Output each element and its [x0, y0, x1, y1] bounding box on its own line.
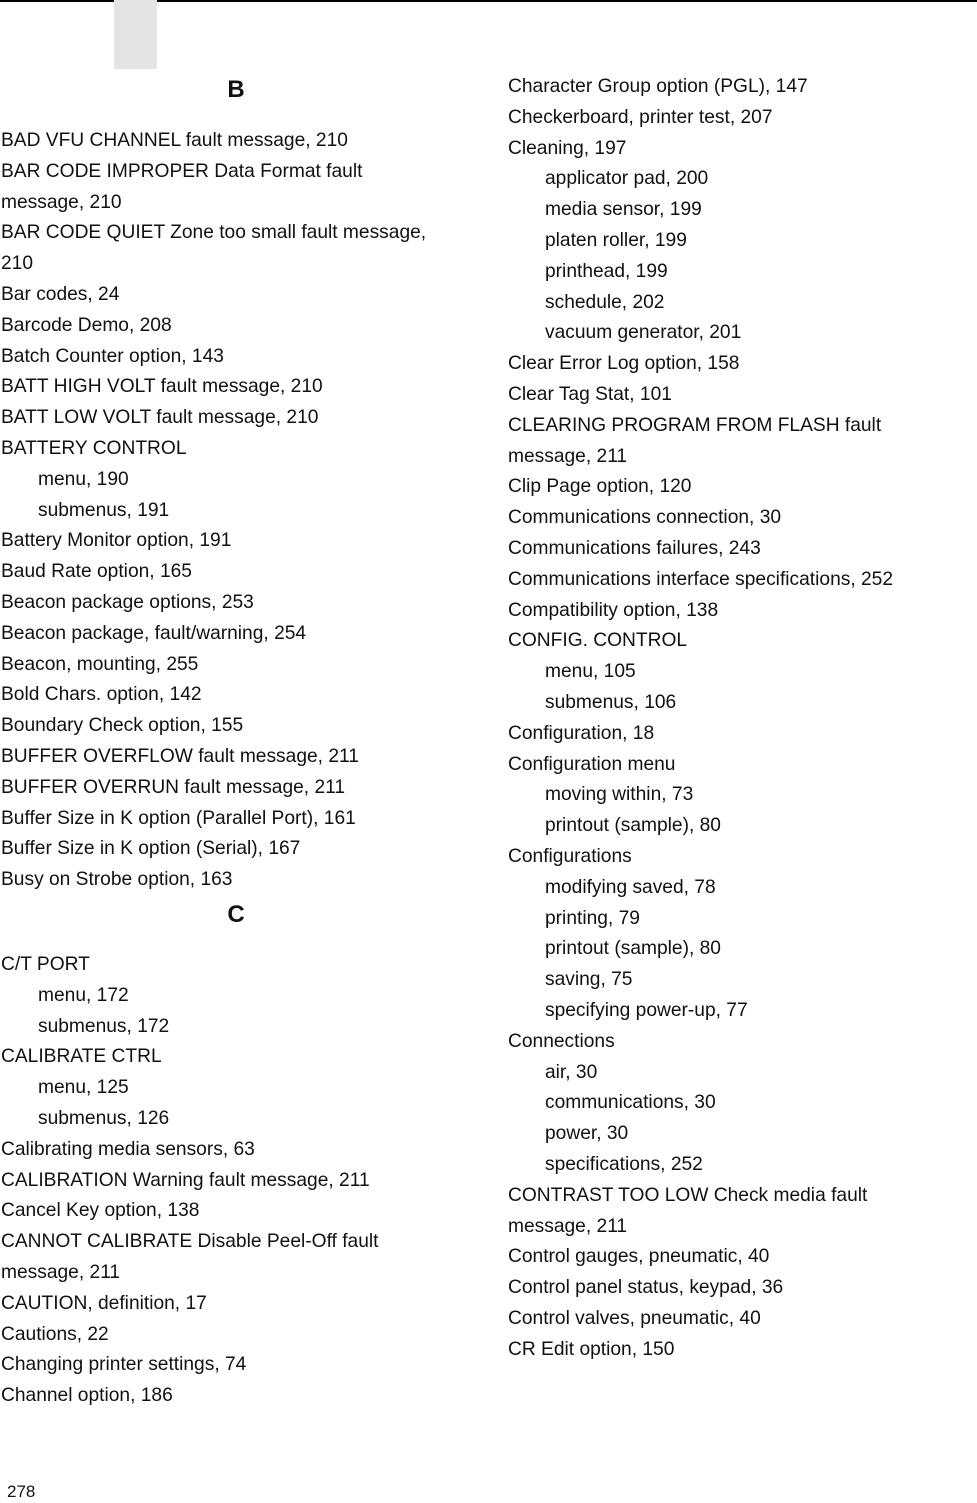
index-subentry: printing, 79	[545, 907, 640, 929]
index-entry: Communications connection, 30	[508, 507, 782, 529]
index-entry: Battery Monitor option, 191	[1, 530, 232, 552]
index-entry: Barcode Demo, 208	[1, 314, 172, 336]
index-entry: Busy on Strobe option, 163	[1, 869, 233, 891]
index-subentry: platen roller, 199	[545, 230, 687, 251]
index-entry: CONFIG. CONTROL	[508, 630, 688, 652]
index-entry: Checkerboard, printer test, 207	[508, 106, 773, 128]
index-entry: Control panel status, keypad, 36	[508, 1277, 784, 1299]
index-entry: Cleaning, 197	[508, 137, 627, 159]
index-subentry: schedule, 202	[545, 291, 665, 313]
index-subentry: menu, 105	[545, 661, 636, 683]
index-entry: Batch Counter option, 143	[1, 345, 224, 367]
index-entry: CANNOT CALIBRATE Disable Peel-Off fault	[1, 1231, 379, 1253]
index-subentry: printout (sample), 80	[545, 815, 721, 837]
index-entry: Beacon package, fault/warning, 254	[1, 622, 307, 644]
index-entry: Clip Page option, 120	[508, 476, 692, 498]
index-entry: BAR CODE IMPROPER Data Format fault	[1, 160, 363, 182]
index-entry: CAUTION, definition, 17	[1, 1292, 207, 1314]
index-subentry: menu, 190	[38, 468, 129, 490]
index-subentry: menu, 125	[38, 1077, 129, 1099]
index-entry: BAD VFU CHANNEL fault message, 210	[1, 130, 348, 151]
index-entry: CALIBRATION Warning fault message, 211	[1, 1169, 370, 1191]
index-entry: CONTRAST TOO LOW Check media fault	[508, 1184, 868, 1206]
index-entry: Control gauges, pneumatic, 40	[508, 1246, 770, 1268]
thumb-tab	[114, 0, 157, 69]
index-entry: Channel option, 186	[1, 1385, 173, 1407]
index-subentry: moving within, 73	[545, 784, 694, 806]
index-entry: Communications interface specifications, 252	[508, 568, 894, 590]
index-entry: Beacon, mounting, 255	[1, 653, 199, 675]
index-entry: Changing printer settings, 74	[1, 1354, 247, 1376]
index-subentry: printout (sample), 80	[545, 938, 721, 960]
index-entry: Buffer Size in K option (Parallel Port), 161	[1, 807, 356, 829]
index-subentry: saving, 75	[545, 969, 633, 991]
index-subentry: submenus, 172	[38, 1015, 170, 1037]
index-entry: Connections	[508, 1030, 615, 1052]
index-entry: BATT LOW VOLT fault message, 210	[1, 407, 319, 429]
index-entry: message, 211	[508, 1215, 628, 1237]
index-entry: BATT HIGH VOLT fault message, 210	[1, 376, 323, 398]
index-subentry: menu, 172	[38, 984, 129, 1006]
index-entry: BUFFER OVERRUN fault message, 211	[1, 776, 346, 798]
index-subentry: applicator pad, 200	[545, 168, 709, 190]
index-entry: Compatibility option, 138	[508, 599, 719, 621]
index-entry: Calibrating media sensors, 63	[1, 1138, 255, 1160]
index-subentry: submenus, 126	[38, 1108, 170, 1129]
index-entry: 210	[1, 253, 34, 275]
section-letter-b: B	[227, 76, 245, 103]
index-subentry: power, 30	[545, 1123, 629, 1145]
index-entry: Clear Error Log option, 158	[508, 353, 740, 375]
index-subentry: specifications, 252	[545, 1154, 703, 1175]
index-entry: Configuration menu	[508, 753, 676, 775]
index-subentry: printhead, 199	[545, 260, 668, 282]
index-subentry: modifying saved, 78	[545, 876, 716, 898]
page-number: 278	[7, 1482, 36, 1501]
section-letter-c: C	[227, 901, 245, 928]
index-entry: BAR CODE QUIET Zone too small fault message,	[1, 222, 427, 244]
index-entry: Cancel Key option, 138	[1, 1200, 200, 1222]
index-entry: Configuration, 18	[508, 722, 655, 744]
index-subentry: submenus, 106	[545, 692, 677, 713]
index-subentry: submenus, 191	[38, 499, 170, 521]
index-entry: message, 211	[1, 1262, 121, 1283]
index-entry: message, 211	[508, 445, 628, 467]
index-entry: Boundary Check option, 155	[1, 715, 244, 737]
index-entry: Cautions, 22	[1, 1323, 109, 1345]
index-entry: CR Edit option, 150	[508, 1338, 675, 1360]
index-subentry: vacuum generator, 201	[545, 322, 742, 344]
index-entry: Character Group option (PGL), 147	[508, 76, 808, 97]
index-entry: Beacon package options, 253	[1, 592, 254, 613]
index-entry: Control valves, pneumatic, 40	[508, 1308, 761, 1329]
index-subentry: air, 30	[545, 1061, 598, 1083]
index-entry: Buffer Size in K option (Serial), 167	[1, 838, 301, 860]
index-entry: BUFFER OVERFLOW fault message, 211	[1, 746, 359, 767]
index-entry: Bold Chars. option, 142	[1, 684, 202, 706]
index-entry: C/T PORT	[1, 954, 90, 975]
index-subentry: media sensor, 199	[545, 199, 702, 221]
index-entry: message, 210	[1, 191, 122, 213]
index-entry: CALIBRATE CTRL	[1, 1046, 162, 1068]
index-entry: Baud Rate option, 165	[1, 561, 192, 583]
index-entry: CLEARING PROGRAM FROM FLASH fault	[508, 414, 882, 436]
index-subentry: communications, 30	[545, 1092, 716, 1114]
index-entry: Clear Tag Stat, 101	[508, 384, 672, 405]
index-entry: Communications failures, 243	[508, 538, 761, 559]
index-entry: BATTERY CONTROL	[1, 438, 187, 459]
index-subentry: specifying power-up, 77	[545, 1000, 748, 1021]
index-entry: Configurations	[508, 846, 632, 867]
index-entry: Bar codes, 24	[1, 284, 120, 305]
